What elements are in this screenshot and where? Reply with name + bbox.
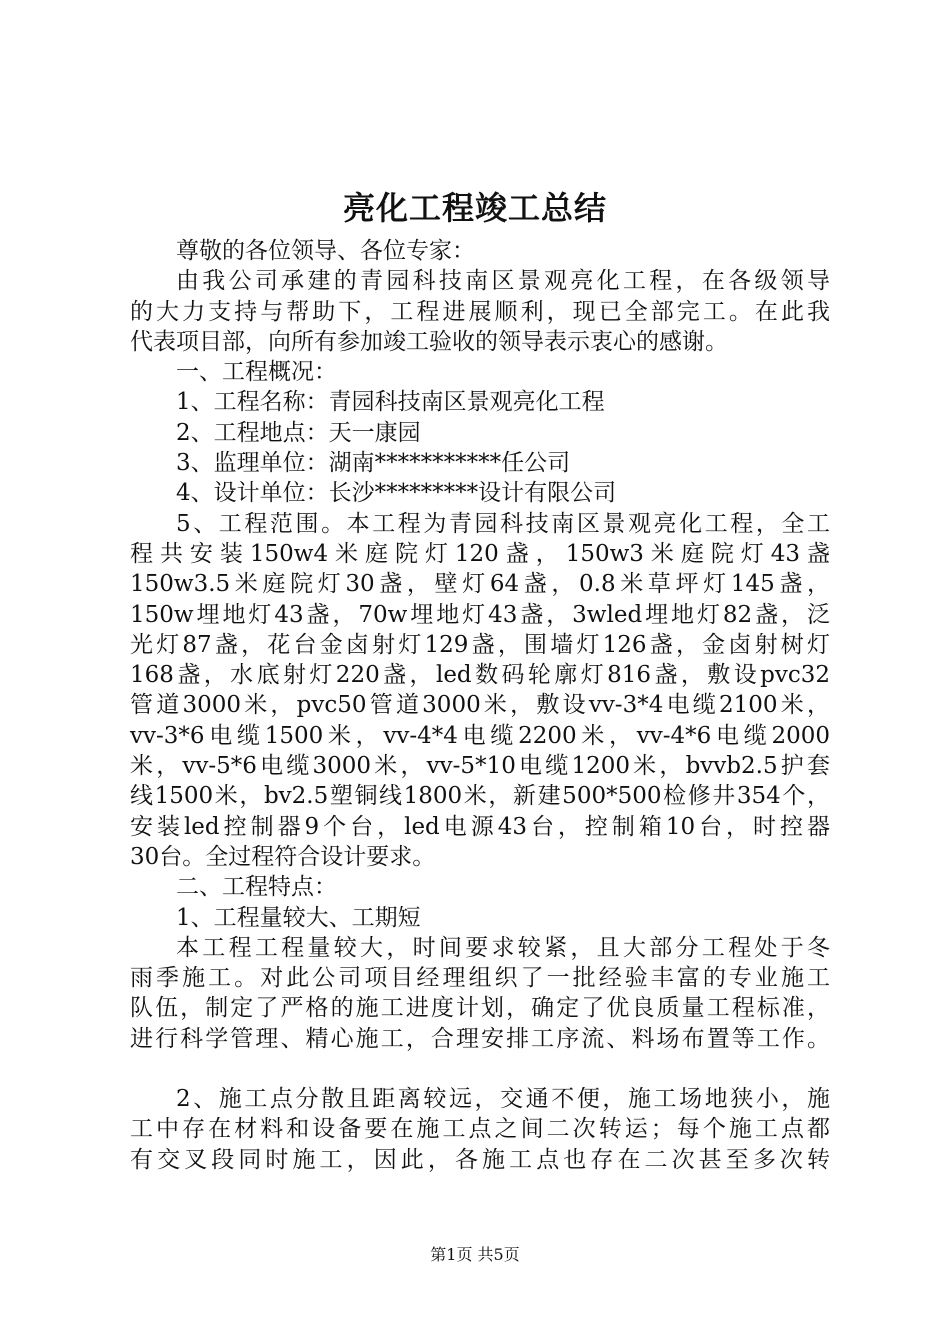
body-line: 雨季施工。对此公司项目经理组织了一批经验丰富的专业施工 — [130, 965, 830, 992]
body-line: 2、工程地点：天一康园 — [176, 419, 421, 446]
document-body — [130, 236, 830, 1175]
body-line: 4、设计单位：长沙*********设计有限公司 — [176, 480, 617, 507]
body-line: 的大力支持与帮助下，工程进展顺利，现已全部完工。在此我 — [130, 298, 830, 325]
body-line: 线1500米，bv2.5塑铜线1800米，新建500*500检修井354个， — [130, 783, 830, 810]
page-footer: 第1页 共5页 — [430, 1245, 520, 1264]
body-line: 150w埋地灯43盏，70w埋地灯43盏，3wled埋地灯82盏，泛 — [130, 601, 830, 628]
body-line: 有交叉段同时施工，因此，各施工点也存在二次甚至多次转 — [130, 1146, 830, 1173]
body-line: 5、工程范围。本工程为青园科技南区景观亮化工程，全工 — [176, 510, 830, 537]
body-line: 程共安装150w4米庭院灯120盏，150w3米庭院灯43盏 — [130, 540, 830, 567]
body-line: 进行科学管理、精心施工，合理安排工序流、料场布置等工作。 — [130, 1025, 830, 1052]
document-title: 亮化工程竣工总结 — [342, 189, 607, 227]
body-line: 工中存在材料和设备要在施工点之间二次转运；每个施工点都 — [130, 1116, 830, 1143]
body-line: 队伍，制定了严格的施工进度计划，确定了优良质量工程标准， — [130, 995, 830, 1022]
body-line: 1、工程名称：青园科技南区景观亮化工程 — [176, 389, 605, 416]
body-line: 米，vv-5*6电缆3000米，vv-5*10电缆1200米，bvvb2.5护套 — [130, 753, 830, 780]
body-line: 本工程工程量较大，时间要求较紧，且大部分工程处于冬 — [176, 934, 830, 961]
body-line: 尊敬的各位领导、各位专家： — [176, 238, 475, 264]
body-line: 光灯87盏，花台金卤射灯129盏，围墙灯126盏，金卤射树灯 — [130, 631, 830, 658]
body-line: 30台。全过程符合设计要求。 — [130, 843, 436, 870]
body-line: 二、工程特点： — [176, 874, 337, 901]
blank-line — [130, 1054, 830, 1084]
body-line: vv-3*6电缆1500米，vv-4*4电缆2200米，vv-4*6电缆2000 — [130, 722, 830, 749]
body-line: 管道3000米，pvc50管道3000米，敷设vv-3*4电缆2100米， — [130, 692, 830, 719]
body-line: 2、施工点分散且距离较远，交通不便，施工场地狭小，施 — [176, 1086, 830, 1113]
body-line: 3、监理单位：湖南***********任公司 — [176, 450, 571, 477]
body-line: 1、工程量较大、工期短 — [176, 904, 421, 931]
body-line: 代表项目部，向所有参加竣工验收的领导表示衷心的感谢。 — [130, 328, 728, 355]
body-line: 一、工程概况： — [176, 359, 337, 386]
body-line: 150w3.5米庭院灯30盏，壁灯64盏，0.8米草坪灯145盏， — [130, 571, 830, 598]
body-line: 由我公司承建的青园科技南区景观亮化工程，在各级领导 — [176, 268, 830, 295]
body-line: 168盏，水底射灯220盏，led数码轮廓灯816盏，敷设pvc32 — [130, 662, 830, 689]
body-line: 安装led控制器9个台，led电源43台，控制箱10台，时控器 — [130, 813, 830, 840]
